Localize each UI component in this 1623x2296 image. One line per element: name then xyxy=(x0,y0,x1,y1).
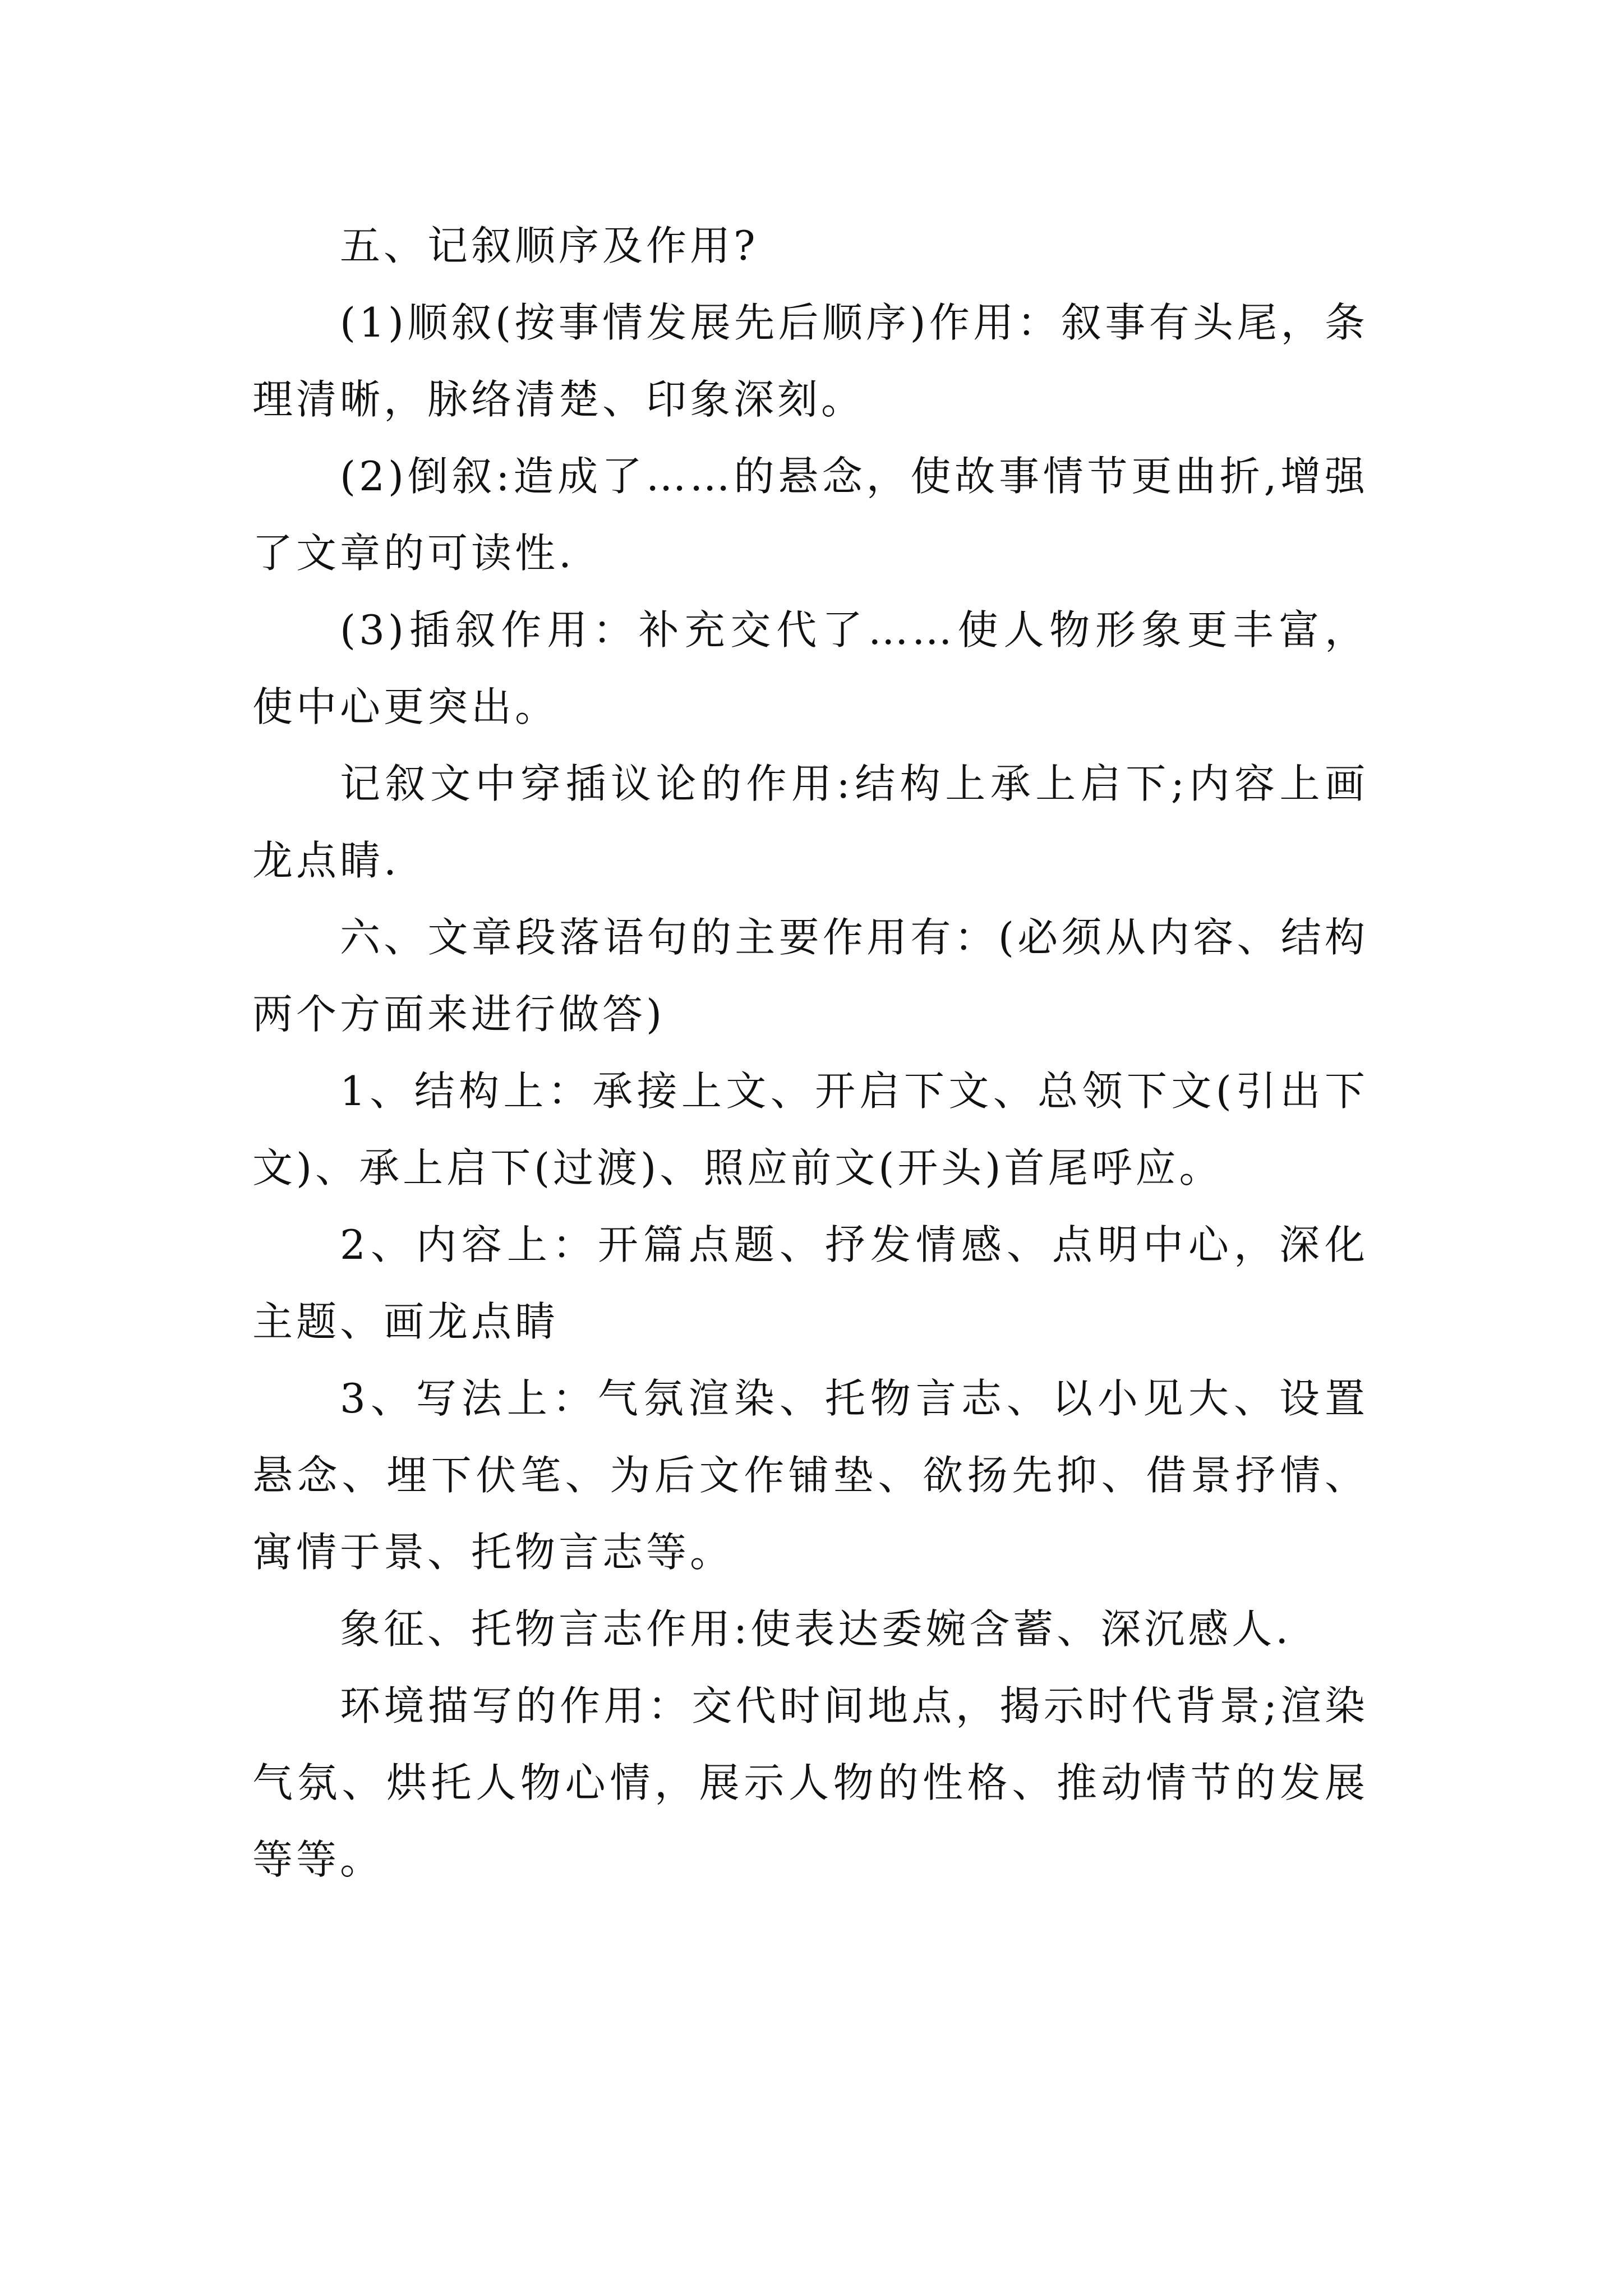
paragraph-chronological: (1)顺叙(按事情发展先后顺序)作用：叙事有头尾，条理清晰，脉络清楚、印象深刻。 xyxy=(252,299,1368,423)
paragraph-environment-description: 环境描写的作用：交代时间地点，揭示时代背景;渲染气氛、烘托人物心情，展示人物的性格、推动情节的发展等等。 xyxy=(252,1682,1368,1883)
paragraph-flashback: (2)倒叙:造成了……的悬念，使故事情节更曲折,增强了文章的可读性. xyxy=(252,453,1368,577)
paragraph-technique-role: 3、写法上：气氛渲染、托物言志、以小见大、设置悬念、埋下伏笔、为后文作铺垫、欲扬先抑、借景抒情、寓情于景、托物言志等。 xyxy=(252,1375,1368,1576)
paragraph-structure-role: 1、结构上：承接上文、开启下文、总领下文(引出下文)、承上启下(过渡)、照应前文(开头)首尾呼应。 xyxy=(252,1068,1368,1191)
heading-narrative-order: 五、记叙顺序及作用? xyxy=(340,222,759,269)
paragraph-interpolation: (3)插叙作用：补充交代了……使人物形象更丰富，使中心更突出。 xyxy=(252,606,1368,730)
paragraph-content-role: 2、内容上：开篇点题、抒发情感、点明中心，深化主题、画龙点睛 xyxy=(252,1221,1368,1345)
paragraph-symbolism: 象征、托物言志作用:使表达委婉含蓄、深沉感人. xyxy=(340,1605,1292,1653)
paragraph-argument-in-narrative: 记叙文中穿插议论的作用:结构上承上启下;内容上画龙点睛. xyxy=(252,760,1368,884)
heading-paragraph-roles: 六、文章段落语句的主要作用有：(必须从内容、结构两个方面来进行做答) xyxy=(252,914,1368,1038)
document-body xyxy=(252,208,1368,1898)
